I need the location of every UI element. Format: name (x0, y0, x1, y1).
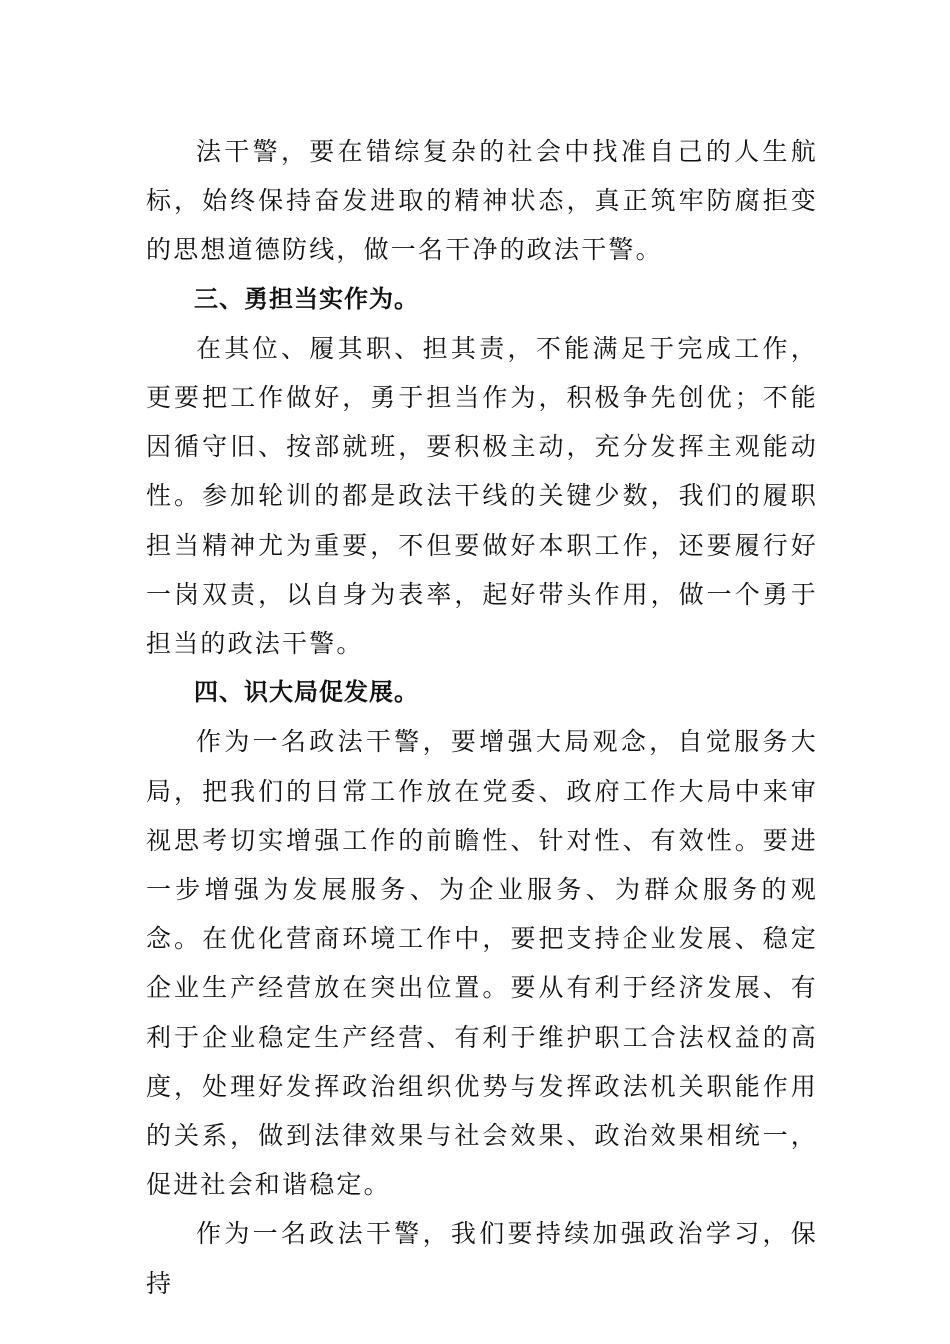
section-four-heading: 四、识大局促发展。 (194, 678, 419, 707)
section-three-paragraph: 在其位、履其职、担其责，不能满足于完成工作，更要把工作做好，勇于担当作为，积极争先创优；不能因循守旧、按部就班，要积极主动，充分发挥主观能动性。参加轮训的都是政法干线的关键少数，我们的履职担当精神尤为重要，不但要做好本职工作，还要履行好一岗双责，以自身为表率，起好带头作用，做一个勇于担当的政法干警。 (146, 333, 818, 659)
section-four-paragraph: 作为一名政法干警，要增强大局观念，自觉服务大局，把我们的日常工作放在党委、政府工作大局中来审视思考切实增强工作的前瞻性、针对性、有效性。要进一步增强为发展服务、为企业服务、为群众服务的观念。在优化营商环境工作中，要把支持企业发展、稳定企业生产经营放在突出位置。要从有利于经济发展、有利于企业稳定生产经营、有利于维护职工合法权益的高度，处理好发挥政治组织优势与发挥政法机关职能作用的关系，做到法律效果与社会效果、政治效果相统一，促进社会和谐稳定。 (146, 727, 818, 1200)
document-body (146, 127, 818, 1308)
closing-paragraph: 作为一名政法干警，我们要持续加强政治学习，保持 (146, 1219, 818, 1298)
section-three-heading: 三、勇担当实作为。 (194, 284, 419, 313)
continued-paragraph: 法干警，要在错综复杂的社会中找准自己的人生航标，始终保持奋发进取的精神状态，真正筑牢防腐拒变的思想道德防线，做一名干净的政法干警。 (146, 137, 818, 265)
